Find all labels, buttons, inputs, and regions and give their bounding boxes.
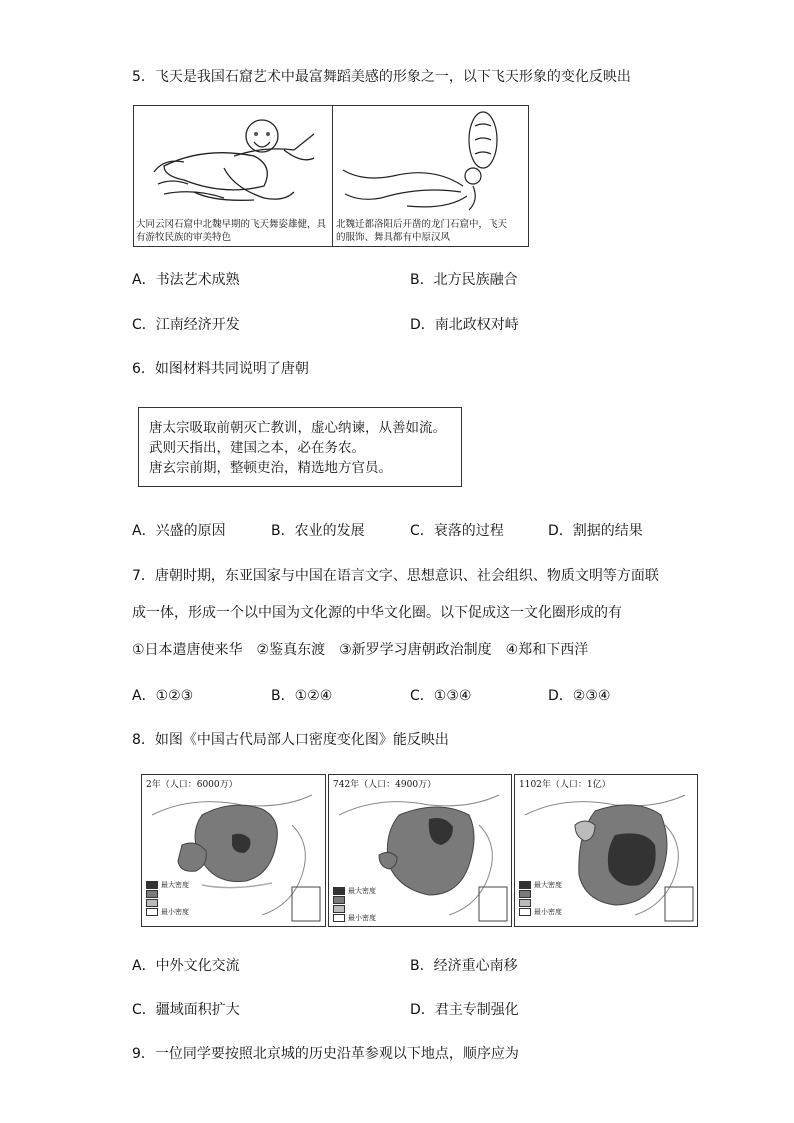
q8-option-a[interactable]: A．中外文化交流 <box>132 958 240 974</box>
map-title: 2年（人口：6000万） <box>146 780 238 790</box>
feitian-longmen-image <box>333 106 528 214</box>
population-map-742 <box>328 774 512 927</box>
q5-option-d[interactable]: D．南北政权对峙 <box>410 317 519 333</box>
caption-left-line2: 有游牧民族的审美特色 <box>136 232 232 243</box>
map-legend <box>333 887 376 923</box>
map-title: 742年（人口：4900万） <box>333 780 437 790</box>
q6-option-c[interactable]: C．衰落的过程 <box>410 523 504 539</box>
caption-right-line2: 的服饰、舞具都有中原汉风 <box>336 232 451 243</box>
quote-line-3: 唐玄宗前期，整顿吏治，精选地方官员。 <box>149 460 392 476</box>
q6-option-b[interactable]: B．农业的发展 <box>271 523 365 539</box>
map-legend <box>519 881 562 917</box>
q7-option-a[interactable]: A．①②③ <box>132 688 194 704</box>
legend-min: 最小密度 <box>161 908 189 916</box>
q6-option-a[interactable]: A．兴盛的原因 <box>132 523 226 539</box>
q5-option-a[interactable]: A．书法艺术成熟 <box>132 272 240 288</box>
caption-right-line1: 北魏迁都洛阳后开凿的龙门石窟中，飞天 <box>336 219 508 230</box>
population-map-1102 <box>514 774 698 927</box>
population-map-2 <box>141 774 326 927</box>
q7-stem-line2: 成一体，形成一个以中国为文化源的中华文化圈。以下促成这一文化圈形成的有 <box>132 605 622 621</box>
caption-left <box>136 218 330 244</box>
caption-left-line1: 大同云冈石窟中北魏早期的飞天舞姿雄健，具 <box>136 219 327 230</box>
q6-stem: 6．如图材料共同说明了唐朝 <box>132 361 309 377</box>
legend-min: 最小密度 <box>534 908 562 916</box>
q6-quote-box <box>138 407 462 487</box>
legend-min: 最小密度 <box>348 914 376 922</box>
caption-right <box>336 218 526 244</box>
legend-max: 最大密度 <box>348 887 376 895</box>
map-legend <box>146 881 189 917</box>
q7-option-c[interactable]: C．①③④ <box>410 688 472 704</box>
q9-stem: 9．一位同学要按照北京城的历史沿革参观以下地点，顺序应为 <box>132 1046 519 1062</box>
q8-stem: 8．如图《中国古代局部人口密度变化图》能反映出 <box>132 732 449 748</box>
feitian-yungang-image <box>134 106 332 214</box>
q7-option-b[interactable]: B．①②④ <box>271 688 333 704</box>
q7-items: ①日本遣唐使来华 ②鉴真东渡 ③新罗学习唐朝政治制度 ④郑和下西洋 <box>132 642 589 658</box>
quote-line-2: 武则天指出，建国之本，必在务农。 <box>149 440 365 456</box>
q7-stem-line1: 7．唐朝时期，东亚国家与中国在语言文字、思想意识、社会组织、物质文明等方面联 <box>132 568 659 584</box>
q5-option-b[interactable]: B．北方民族融合 <box>410 272 518 288</box>
q5-figure <box>133 105 529 247</box>
q8-option-d[interactable]: D．君主专制强化 <box>410 1002 519 1018</box>
q5-stem: 5．飞天是我国石窟艺术中最富舞蹈美感的形象之一，以下飞天形象的变化反映出 <box>132 69 631 85</box>
legend-max: 最大密度 <box>534 881 562 889</box>
q8-option-c[interactable]: C．疆域面积扩大 <box>132 1002 240 1018</box>
q8-option-b[interactable]: B．经济重心南移 <box>410 958 518 974</box>
map-title: 1102年（人口：1亿） <box>519 780 611 790</box>
q6-option-d[interactable]: D．割据的结果 <box>548 523 643 539</box>
q7-option-d[interactable]: D．②③④ <box>548 688 611 704</box>
legend-max: 最大密度 <box>161 881 189 889</box>
q5-option-c[interactable]: C．江南经济开发 <box>132 317 240 333</box>
quote-line-1: 唐太宗吸取前朝灭亡教训，虚心纳谏，从善如流。 <box>149 420 446 436</box>
